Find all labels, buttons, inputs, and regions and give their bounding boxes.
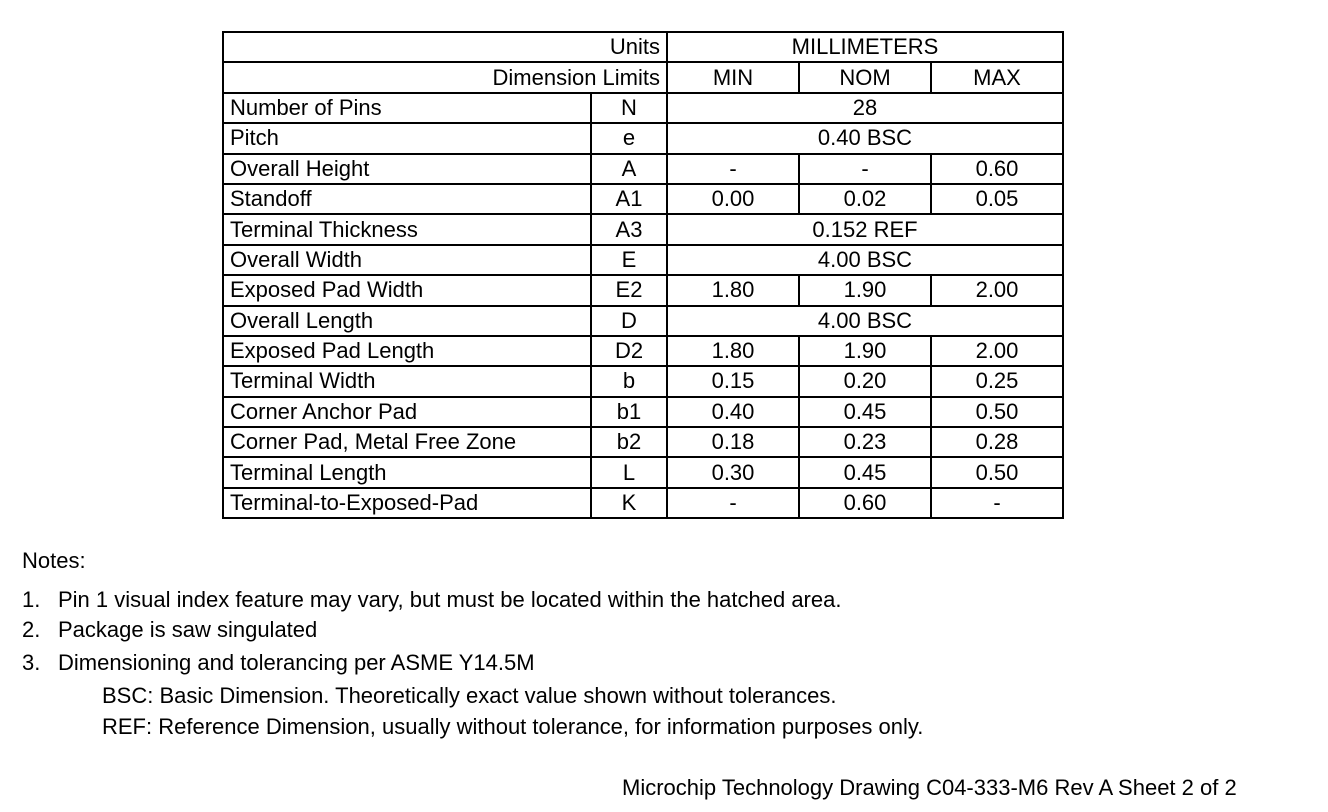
dimension-symbol: b [591, 366, 667, 396]
parameter-name: Corner Pad, Metal Free Zone [223, 427, 591, 457]
max-value: 2.00 [931, 336, 1063, 366]
min-value: - [667, 488, 799, 518]
note-item [22, 587, 841, 613]
note-text: Package is saw singulated [58, 617, 318, 642]
table-row [223, 488, 1063, 518]
table-row [223, 214, 1063, 244]
parameter-name: Overall Height [223, 154, 591, 184]
min-value: 0.40 [667, 397, 799, 427]
note-number: 1. [22, 587, 41, 612]
parameter-name: Terminal-to-Exposed-Pad [223, 488, 591, 518]
notes-title: Notes: [22, 548, 86, 573]
min-value: 0.18 [667, 427, 799, 457]
max-value: 0.25 [931, 366, 1063, 396]
dimension-value: 0.152 REF [667, 214, 1063, 244]
note-text: Dimensioning and tolerancing per ASME Y14.5M [58, 650, 535, 675]
table-row [223, 427, 1063, 457]
nom-value: 1.90 [799, 336, 931, 366]
table-header-limits-row [223, 62, 1063, 92]
parameter-name: Number of Pins [223, 93, 591, 123]
max-value: - [931, 488, 1063, 518]
table-row [223, 457, 1063, 487]
dimension-limits-label: Dimension Limits [223, 62, 667, 92]
parameter-name: Pitch [223, 123, 591, 153]
table-row [223, 275, 1063, 305]
dimension-symbol: A [591, 154, 667, 184]
note-text: Pin 1 visual index feature may vary, but must be located within the hatched area. [58, 587, 842, 612]
table-row [223, 123, 1063, 153]
parameter-name: Overall Length [223, 306, 591, 336]
units-label: Units [223, 32, 667, 62]
table-row [223, 184, 1063, 214]
table-header-units-row [223, 32, 1063, 62]
nom-value: 0.45 [799, 397, 931, 427]
dimension-table [222, 31, 1064, 519]
table-row [223, 93, 1063, 123]
min-value: 0.15 [667, 366, 799, 396]
note-number: 3. [22, 650, 41, 675]
nom-header: NOM [799, 62, 931, 92]
table-row [223, 154, 1063, 184]
nom-value: 0.60 [799, 488, 931, 518]
dimension-symbol: N [591, 93, 667, 123]
nom-value: 0.45 [799, 457, 931, 487]
dimension-symbol: b2 [591, 427, 667, 457]
table-row [223, 306, 1063, 336]
parameter-name: Terminal Thickness [223, 214, 591, 244]
nom-value: 0.02 [799, 184, 931, 214]
dimension-symbol: D2 [591, 336, 667, 366]
dimension-symbol: K [591, 488, 667, 518]
max-value: 0.28 [931, 427, 1063, 457]
nom-value: - [799, 154, 931, 184]
min-value: 0.30 [667, 457, 799, 487]
max-header: MAX [931, 62, 1063, 92]
ref-definition: REF: Reference Dimension, usually without tolerance, for information purposes only. [102, 714, 924, 739]
parameter-name: Terminal Width [223, 366, 591, 396]
parameter-name: Exposed Pad Length [223, 336, 591, 366]
dimension-symbol: b1 [591, 397, 667, 427]
parameter-name: Overall Width [223, 245, 591, 275]
dimension-symbol: A1 [591, 184, 667, 214]
drawing-reference: Microchip Technology Drawing C04-333-M6 Rev A Sheet 2 of 2 [622, 775, 1237, 800]
table-row [223, 397, 1063, 427]
table-row [223, 245, 1063, 275]
min-header: MIN [667, 62, 799, 92]
bsc-definition: BSC: Basic Dimension. Theoretically exact value shown without tolerances. [102, 683, 837, 708]
parameter-name: Standoff [223, 184, 591, 214]
nom-value: 1.90 [799, 275, 931, 305]
min-value: 0.00 [667, 184, 799, 214]
table-row [223, 366, 1063, 396]
nom-value: 0.23 [799, 427, 931, 457]
parameter-name: Exposed Pad Width [223, 275, 591, 305]
note-number: 2. [22, 617, 41, 642]
dimension-symbol: D [591, 306, 667, 336]
dimension-symbol: e [591, 123, 667, 153]
parameter-name: Corner Anchor Pad [223, 397, 591, 427]
dimension-value: 4.00 BSC [667, 245, 1063, 275]
dimension-value: 4.00 BSC [667, 306, 1063, 336]
dimension-value: 0.40 BSC [667, 123, 1063, 153]
note-item [22, 617, 317, 643]
note-item [22, 650, 535, 676]
max-value: 2.00 [931, 275, 1063, 305]
dimension-value: 28 [667, 93, 1063, 123]
min-value: - [667, 154, 799, 184]
units-value: MILLIMETERS [667, 32, 1063, 62]
max-value: 0.60 [931, 154, 1063, 184]
dimension-symbol: A3 [591, 214, 667, 244]
max-value: 0.05 [931, 184, 1063, 214]
min-value: 1.80 [667, 275, 799, 305]
max-value: 0.50 [931, 397, 1063, 427]
min-value: 1.80 [667, 336, 799, 366]
dimension-symbol: E [591, 245, 667, 275]
table-row [223, 336, 1063, 366]
max-value: 0.50 [931, 457, 1063, 487]
dimension-symbol: L [591, 457, 667, 487]
parameter-name: Terminal Length [223, 457, 591, 487]
dimension-symbol: E2 [591, 275, 667, 305]
nom-value: 0.20 [799, 366, 931, 396]
